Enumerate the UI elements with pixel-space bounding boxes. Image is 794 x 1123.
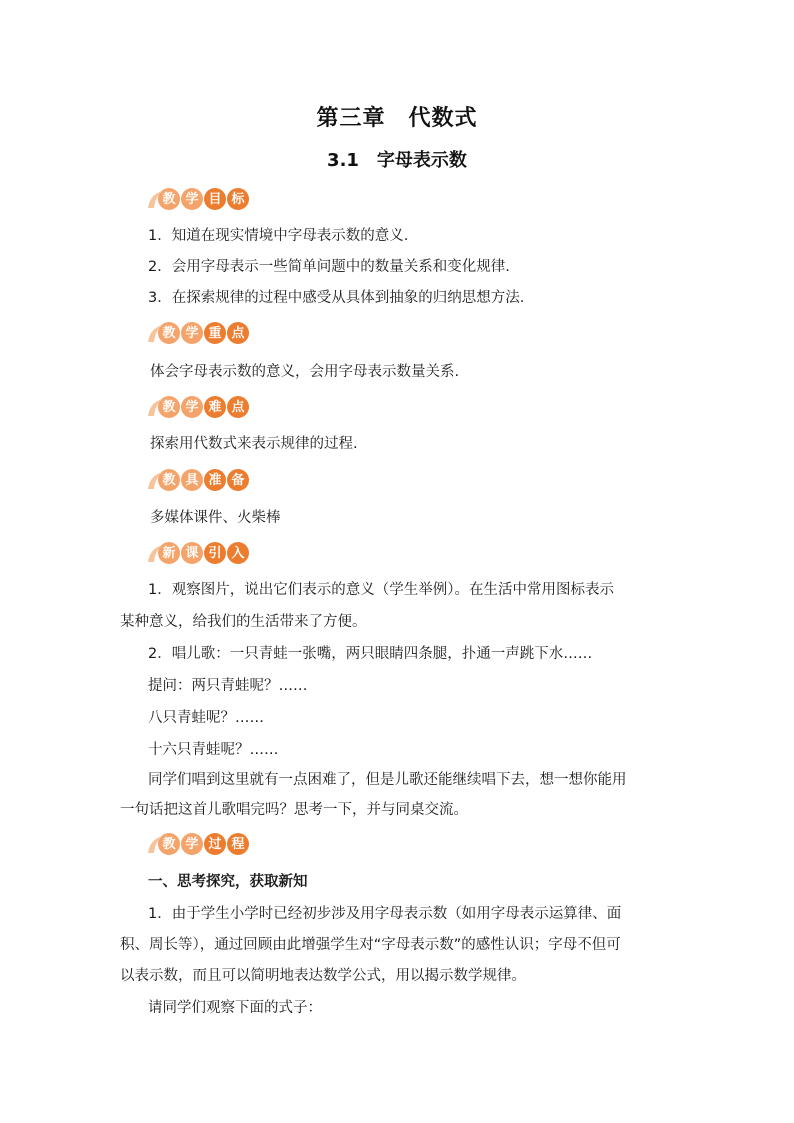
badge-key-points: [146, 321, 250, 345]
badge-char: 准: [204, 469, 226, 491]
chapter-title: 第三章 代数式: [316, 106, 478, 131]
intro-line: 某种意义，给我们的生活带来了方便。: [120, 614, 367, 630]
badge-char: 目: [204, 188, 226, 210]
badge-process: [146, 832, 250, 856]
badge-char: 引: [204, 542, 226, 564]
process-line: 积、周长等），通过回顾由此增强学生对“字母表示数”的感性认识；字母不但可: [120, 937, 621, 953]
difficulties-text: 探索用代数式来表示规律的过程.: [150, 436, 358, 452]
badge-char: 教: [158, 469, 180, 491]
badge-char: 学: [181, 833, 203, 855]
badge-char: 备: [227, 469, 249, 491]
intro-line: 提问：两只青蛙呢？……: [148, 678, 308, 694]
badge-char: 过: [204, 833, 226, 855]
swoosh-icon: [146, 188, 164, 210]
badge-char: 程: [227, 833, 249, 855]
badge-materials: [146, 468, 250, 492]
badge-char: 学: [181, 188, 203, 210]
process-line: 请同学们观察下面的式子：: [148, 1000, 322, 1016]
intro-line: 同学们唱到这里就有一点困难了，但是儿歌还能继续唱下去，想一想你能用: [148, 772, 627, 788]
process-line: 1．由于学生小学时已经初步涉及用字母表示数（如用字母表示运算律、面: [148, 906, 622, 922]
badge-char: 重: [204, 322, 226, 344]
intro-line: 八只青蛙呢？……: [148, 710, 264, 726]
intro-line: 1．观察图片，说出它们表示的意义（学生举例）。在生活中常用图标表示: [148, 582, 614, 598]
process-heading: 一、思考探究，获取新知: [148, 874, 308, 890]
intro-line: 2．唱儿歌：一只青蛙一张嘴，两只眼睛四条腿，扑通一声跳下水……: [148, 646, 593, 662]
objective-item: 3．在探索规律的过程中感受从具体到抽象的归纳思想方法.: [148, 290, 525, 306]
objective-item: 1．知道在现实情境中字母表示数的意义.: [148, 228, 409, 244]
section-title: 3.1 字母表示数: [327, 150, 467, 171]
swoosh-icon: [146, 542, 164, 564]
badge-char: 点: [227, 322, 249, 344]
badge-char: 教: [158, 833, 180, 855]
materials-text: 多媒体课件、火柴棒: [150, 510, 281, 526]
badge-char: 教: [158, 396, 180, 418]
badge-char: 标: [227, 188, 249, 210]
badge-char: 难: [204, 396, 226, 418]
badge-intro: [146, 541, 250, 565]
intro-line: 一句话把这首儿歌唱完吗？思考一下，并与同桌交流。: [120, 802, 468, 818]
badge-char: 教: [158, 322, 180, 344]
badge-objectives: [146, 187, 250, 211]
badge-char: 新: [158, 542, 180, 564]
swoosh-icon: [146, 322, 164, 344]
process-line: 以表示数，而且可以简明地表达数学公式，用以揭示数学规律。: [120, 968, 526, 984]
swoosh-icon: [146, 396, 164, 418]
badge-char: 入: [227, 542, 249, 564]
badge-char: 教: [158, 188, 180, 210]
badge-char: 点: [227, 396, 249, 418]
badge-char: 课: [181, 542, 203, 564]
intro-line: 十六只青蛙呢？……: [148, 742, 279, 758]
badge-char: 具: [181, 469, 203, 491]
badge-difficulties: [146, 395, 250, 419]
objective-item: 2．会用字母表示一些简单问题中的数量关系和变化规律.: [148, 259, 510, 275]
badge-char: 学: [181, 396, 203, 418]
badge-char: 学: [181, 322, 203, 344]
key-points-text: 体会字母表示数的意义，会用字母表示数量关系.: [150, 364, 460, 380]
swoosh-icon: [146, 833, 164, 855]
swoosh-icon: [146, 469, 164, 491]
